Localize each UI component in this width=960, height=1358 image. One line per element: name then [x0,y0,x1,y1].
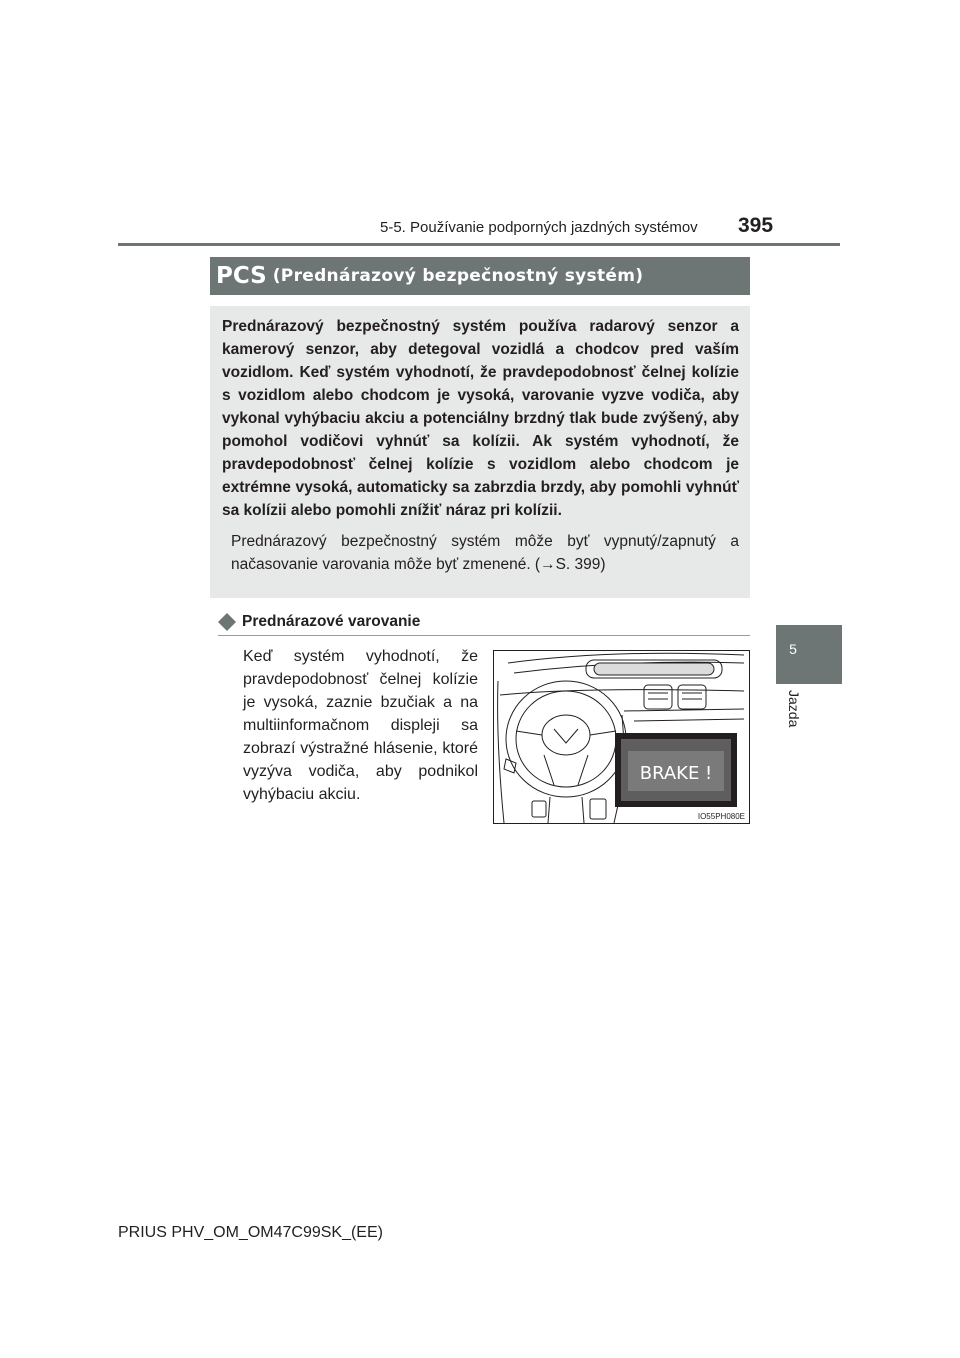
section-title-bar [210,257,750,295]
subsection-body: Keď systém vyhodnotí, že pravdepodobnosť čelnej kolízie je vysoká, zaznie bzučiak a na multiinformačnom displeji sa zobrazí výstražné hlásenie, ktoré vyzýva vodiča, aby podnikol vyhýbaciu akciu. [243,648,478,803]
header-rule [118,243,840,246]
chapter-tab-label [786,690,806,750]
dashboard-illustration [493,650,750,824]
page-number: 395 [738,214,774,237]
subsection-rule [218,635,750,636]
running-header-section: 5-5. Používanie podporných jazdných systémov [380,219,698,236]
section-title-main: PCS [216,263,267,289]
subsection-heading-text: Prednárazové varovanie [242,613,421,630]
dashboard-drawing [494,651,750,824]
section-title-sub: (Prednárazový bezpečnostný systém) [272,266,644,286]
chapter-tab-number: 5 [789,641,797,657]
figure-code: IO55PH080E [697,812,745,821]
intro-note: Prednárazový bezpečnostný systém môže byť vypnutý/zapnutý a načasovanie varovania môže byť zmenené. (→S. 399) [231,533,739,573]
brake-warning-message: BRAKE ! [639,763,713,784]
footer-doc-code: PRIUS PHV_OM_OM47C99SK_(EE) [118,1224,383,1241]
chapter-tab-label-text: Jazda [786,690,802,728]
subsection-heading [218,611,750,635]
intro-paragraph: Prednárazový bezpečnostný systém používa radarový senzor a kamerový senzor, aby detegoval vozidlá a chodcov pred vaším vozidlom. Keď systém vyhodnotí, že pravdepodobnosť čelnej kolízie s vozidlom alebo chodcom je vysoká, varovanie vyzve vodiča, aby vykonal vyhýbaciu akciu a potenciálny brzdný tlak bude zvýšený, aby pomohol vodičovi vyhnúť sa kolízii. Ak systém vyhodnotí, že pravdepodobnosť čelnej kolízie s vozidlom alebo chodcom je extrémne vysoká, automaticky sa zabrzdia brzdy, aby pomohli vyhnúť sa kolízii alebo pomohli znížiť náraz pri kolízii. [222,318,739,519]
diamond-bullet-icon [218,613,236,631]
intro-box [210,306,750,598]
